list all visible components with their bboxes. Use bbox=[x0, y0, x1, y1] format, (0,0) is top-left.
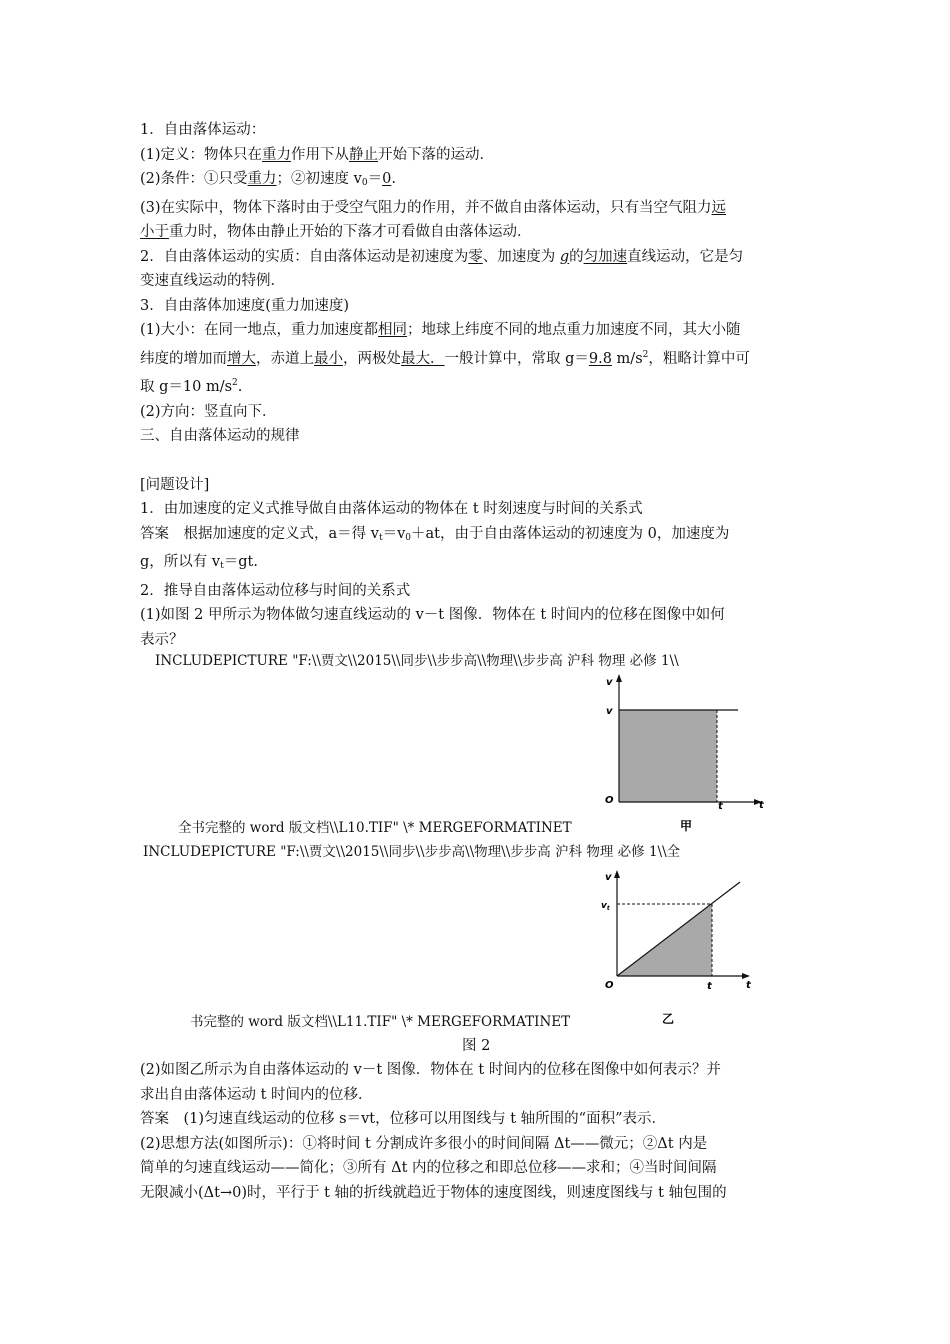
document-body bbox=[140, 118, 812, 652]
practice-line-1: (3)在实际中，物体下落时由于受空气阻力的作用，并不做自由落体运动，只有当空气阻力远 bbox=[140, 199, 727, 216]
magnitude-line-3: 取 g＝10 $m/s^2$. bbox=[140, 378, 243, 395]
answer-2-line-1: 答案 (1)匀速直线运动的位移 s＝vt，位移可以用图线与 t 轴所围的“面积”表示． bbox=[140, 1111, 666, 1127]
direction-line: (2)方向：竖直向下． bbox=[140, 403, 277, 420]
magnitude-line-2: 纬度的增加而增大，赤道上最小，两极处最大．一般计算中，常取 g＝9.8 $m/s^2$，粗略计算中可 bbox=[140, 349, 750, 367]
question-1: 1．由加速度的定义式推导做自由落体运动的物体在 t 时刻速度与时间的关系式 bbox=[140, 501, 643, 517]
question-2-2-line-1: (2)如图乙所示为自由落体运动的 v－t 图像．物体在 t 时间内的位移在图像中如何表示？并 bbox=[140, 1062, 721, 1078]
fig2-caption: 乙 bbox=[662, 1012, 675, 1026]
v-axis-arrow-icon bbox=[616, 674, 622, 682]
fig2-vt-label: $v_t$ bbox=[601, 901, 610, 912]
magnitude-line-1: (1)大小：在同一地点，重力加速度都相同；地球上纬度不同的地点重力加速度不同，其大小随 bbox=[140, 322, 741, 338]
practice-line-2: 小于重力时，物体由静止开始的下落才可看做自由落体运动． bbox=[140, 224, 532, 240]
section-4-title: 三、自由落体运动的规律 bbox=[140, 428, 300, 444]
fig1-t-tick: t bbox=[718, 801, 723, 812]
essence-line-2: 变速直线运动的特例． bbox=[140, 273, 285, 289]
figure-caption: 图 2 bbox=[462, 1038, 491, 1054]
question-2-2-line-2: 求出自由落体运动 t 时间内的位移． bbox=[140, 1086, 373, 1103]
essence-line-1: 2．自由落体运动的实质：自由落体运动是初速度为零、加速度为 g的匀加速直线运动，它是匀 bbox=[140, 248, 744, 265]
fig1-x-label: t bbox=[759, 800, 764, 811]
lower-text bbox=[140, 1058, 812, 1205]
fig2-x-label: t bbox=[746, 980, 751, 991]
figure-uniform-motion bbox=[596, 672, 776, 836]
condition-line: (2)条件：①只受重力；②初速度 $v_0=0$. bbox=[140, 171, 396, 188]
question-design-heading: [问题设计] bbox=[140, 476, 210, 493]
section-1-title: 1．自由落体运动： bbox=[140, 122, 266, 138]
figure-free-fall bbox=[596, 864, 776, 1030]
section-3-title: 3．自由落体加速度(重力加速度) bbox=[140, 297, 350, 314]
question-2-1-line-1: (1)如图 2 甲所示为物体做匀速直线运动的 v－t 图像．物体在 t 时间内的位移在图像中如何 bbox=[140, 607, 725, 623]
v-axis-arrow-icon bbox=[614, 870, 620, 878]
displacement-area-rect bbox=[619, 710, 717, 802]
answer-1-line-2: g，所以有 $v_t=gt$. bbox=[140, 554, 258, 571]
definition-line: (1)定义：物体只在重力作用下从静止开始下落的运动． bbox=[140, 146, 495, 163]
includepicture-field-2-line-2: 书完整的 word 版文档\\L11.TIF" \* MERGEFORMATINET bbox=[190, 1014, 571, 1030]
fig1-v-label: v bbox=[606, 706, 613, 717]
includepicture-field-2-line-1: INCLUDEPICTURE "F:\\贾文\\2015\\同步\\步步高\\物理\\步步高 沪科 物理 必修 1\\全 bbox=[143, 844, 681, 860]
answer-2-line-4: 无限减小(Δt→0)时，平行于 t 轴的折线就趋近于物体的速度图线，则速度图线与 t 轴包围的 bbox=[140, 1184, 727, 1201]
answer-2-line-2: (2)思想方法(如图所示)：①将时间 t 分割成许多很小的时间间隔 Δt——微元；②Δt 内是 bbox=[140, 1135, 708, 1152]
includepicture-field-1-line-2: 全书完整的 word 版文档\\L10.TIF" \* MERGEFORMATINET bbox=[178, 820, 572, 836]
includepicture-field-1-line-1: INCLUDEPICTURE "F:\\贾文\\2015\\同步\\步步高\\物理\\步步高 沪科 物理 必修 1\\ bbox=[155, 653, 679, 669]
answer-1-line-1: 答案 根据加速度的定义式，a＝得 $v_t=v_0+at$，由于自由落体运动的初速度为 0，加速度为 bbox=[140, 525, 730, 543]
fig2-t-tick: t bbox=[707, 981, 712, 992]
answer-2-line-3: 简单的匀速直线运动——简化；③所有 Δt 内的位移之和即总位移——求和；④当时间间隔 bbox=[140, 1160, 717, 1176]
question-2: 2．推导自由落体运动位移与时间的关系式 bbox=[140, 582, 411, 599]
fig1-y-label: v bbox=[606, 677, 613, 688]
fig1-caption: 甲 bbox=[680, 819, 693, 833]
question-2-1-line-2: 表示？ bbox=[140, 631, 184, 648]
fig1-origin: O bbox=[605, 795, 614, 806]
fig2-origin: O bbox=[605, 980, 614, 991]
fig2-y-label: v bbox=[605, 872, 612, 883]
t-axis-arrow-icon bbox=[742, 973, 750, 979]
